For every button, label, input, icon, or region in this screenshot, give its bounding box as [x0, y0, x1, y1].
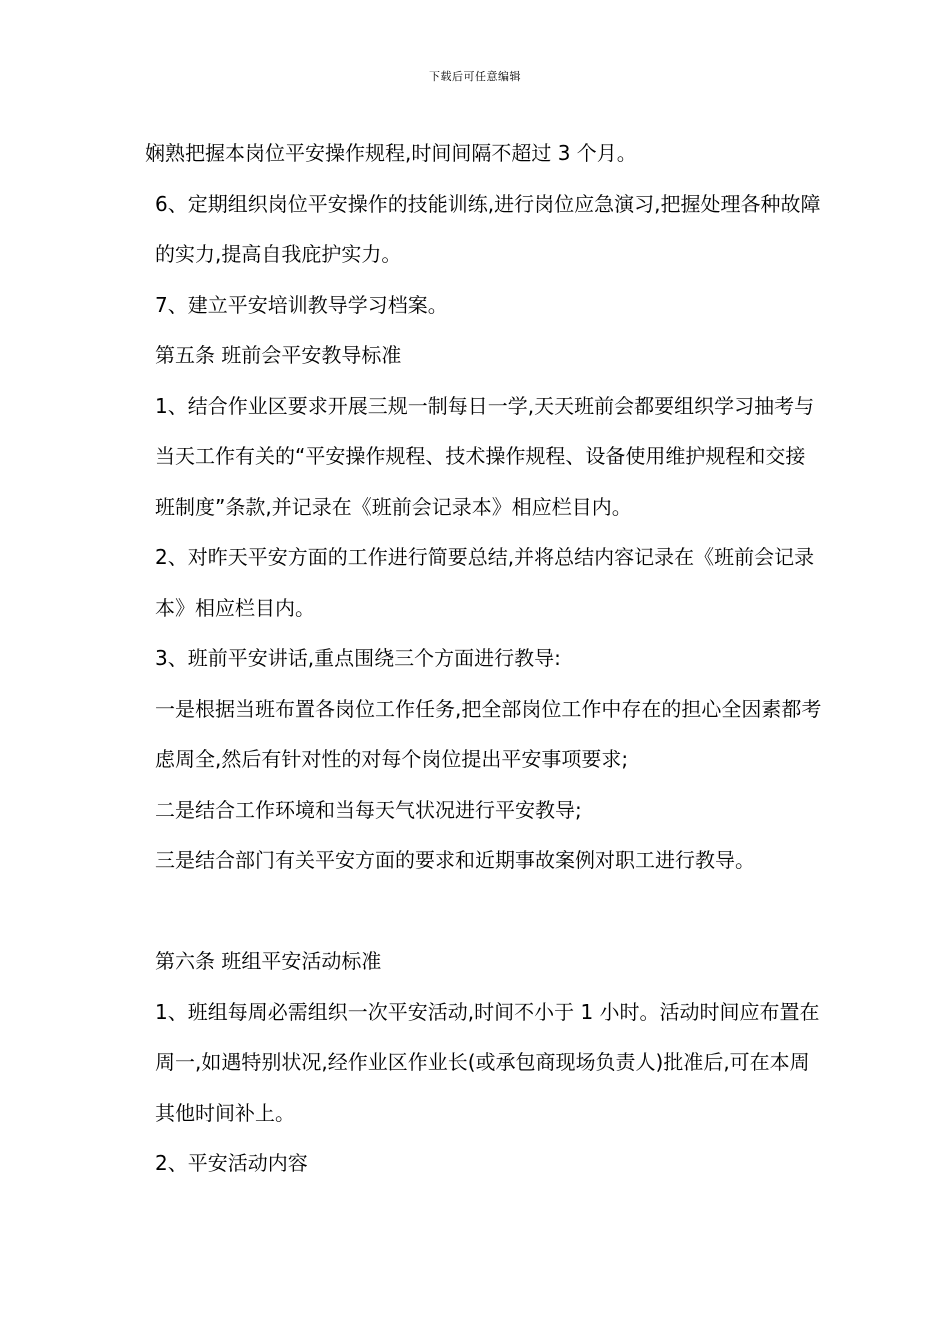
- paragraph-item-6: 6、定期组织岗位平安操作的技能训练,进行岗位应急演习,把握处理各种故障的实力,提高自我庇护实力。: [155, 191, 821, 266]
- paragraph-article-6-item-1: 1、班组每周必需组织一次平安活动,时间不小于 1 小时。活动时间应布置在周一,如遇特别状况,经作业区作业长(或承包商现场负责人)批准后,可在本周其他时间补上。: [155, 999, 820, 1125]
- blank-line: [145, 886, 825, 937]
- paragraph-point-two: 二是结合工作环境和当每天气状况进行平安教导;: [155, 797, 582, 822]
- document-body: [145, 128, 825, 1189]
- paragraph-continuation: 娴熟把握本岗位平安操作规程,时间间隔不超过 3 个月。: [145, 141, 637, 165]
- section-heading-article-5: 第五条 班前会平安教导标准: [155, 343, 402, 367]
- paragraph-article-5-item-1: 1、结合作业区要求开展三规一制每日一学,天天班前会都要组织学习抽考与当天工作有关的“平安操作规程、技术操作规程、设备使用维护规程和交接班制度”条款,并记录在《班前会记录本》相应栏目内。: [155, 393, 815, 519]
- paragraph-article-5-item-2: 2、对昨天平安方面的工作进行简要总结,并将总结内容记录在《班前会记录本》相应栏目内。: [155, 545, 815, 620]
- paragraph-point-three: 三是结合部门有关平安方面的要求和近期事故案例对职工进行教导。: [155, 848, 755, 872]
- paragraph-item-7: 7、建立平安培训教导学习档案。: [155, 292, 448, 317]
- page-header: 下载后可任意编辑: [429, 70, 521, 83]
- paragraph-article-6-item-2: 2、平安活动内容: [155, 1151, 308, 1175]
- paragraph-article-5-item-3: 3、班前平安讲话,重点围绕三个方面进行教导:: [155, 646, 561, 670]
- paragraph-point-one: 一是根据当班布置各岗位工作任务,把全部岗位工作中存在的担心全因素都考虑周全,然后有针对性的对每个岗位提出平安事项要求;: [155, 696, 822, 771]
- section-heading-article-6: 第六条 班组平安活动标准: [155, 949, 382, 973]
